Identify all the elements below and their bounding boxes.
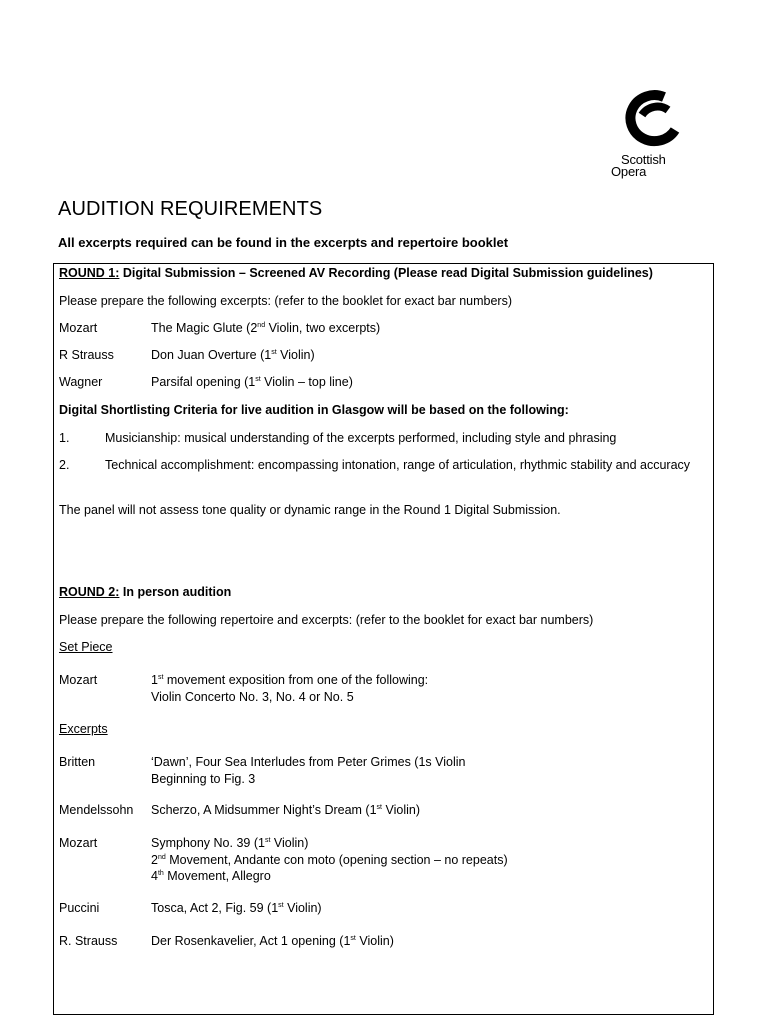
scottish-opera-swirl-icon	[620, 88, 684, 150]
round1-heading	[59, 265, 653, 281]
excerpt-composer: Mendelssohn	[59, 803, 134, 817]
set-piece-work: 1st movement exposition from one of the following: Violin Concerto No. 3, No. 4 or No. 5	[151, 673, 429, 704]
set-piece-label: Set Piece	[59, 640, 113, 654]
round1-label: ROUND 1:	[59, 266, 120, 280]
excerpts-label: Excerpts	[59, 722, 108, 736]
excerpt-work: Der Rosenkavelier, Act 1 opening (1st Violin)	[151, 934, 394, 948]
excerpt-work: Symphony No. 39 (1st Violin) 2nd Movement, Andante con moto (opening section – no repeats) 4th Movement, Allegro	[151, 836, 508, 883]
excerpt-work: Scherzo, A Midsummer Night’s Dream (1st Violin)	[151, 803, 420, 817]
excerpt-composer: Britten	[59, 755, 96, 769]
criteria-item: 1. Musicianship: musical understanding of the excerpts performed, including style and phrasing	[59, 431, 617, 445]
excerpt-composer: R. Strauss	[59, 934, 118, 948]
excerpt-composer: Mozart	[59, 836, 98, 850]
round2-intro: Please prepare the following repertoire and excerpts: (refer to the booklet for exact bar numbers)	[59, 613, 594, 627]
round1-piece-work: The Magic Glute (2nd Violin, two excerpts)	[151, 321, 381, 335]
excerpt-work: Tosca, Act 2, Fig. 59 (1st Violin)	[151, 901, 322, 915]
requirements-box	[53, 263, 714, 1015]
round1-piece-composer: Wagner	[59, 375, 103, 389]
criteria-item: 2. Technical accomplishment: encompassing intonation, range of articulation, rhythmic stability and accuracy	[59, 458, 691, 472]
scottish-opera-logo	[606, 88, 686, 183]
excerpt-composer: Puccini	[59, 901, 100, 915]
excerpt-work: ‘Dawn’, Four Sea Interludes from Peter Grimes (1s Violin Beginning to Fig. 3	[151, 755, 466, 786]
round2-heading	[59, 584, 231, 600]
logo-text-scottish: Scottish	[621, 152, 666, 167]
logo-text-opera: Opera	[611, 164, 647, 179]
set-piece-composer: Mozart	[59, 673, 98, 687]
round1-heading-text: Digital Submission – Screened AV Recording (Please read Digital Submission guidelines)	[122, 266, 653, 280]
round2-heading-text: In person audition	[122, 585, 232, 599]
round1-piece-composer: Mozart	[59, 321, 98, 335]
round1-piece-composer: R Strauss	[59, 348, 114, 362]
round1-piece-work: Don Juan Overture (1st Violin)	[151, 348, 315, 362]
round1-intro: Please prepare the following excerpts: (refer to the booklet for exact bar numbers)	[59, 294, 513, 308]
round1-note: The panel will not assess tone quality or dynamic range in the Round 1 Digital Submission.	[59, 503, 561, 517]
criteria-heading: Digital Shortlisting Criteria for live audition in Glasgow will be based on the following:	[59, 403, 569, 417]
round1-piece-work: Parsifal opening (1st Violin – top line)	[151, 375, 353, 389]
round2-label: ROUND 2:	[59, 585, 120, 599]
page-title: AUDITION REQUIREMENTS	[58, 198, 323, 220]
page-subtitle: All excerpts required can be found in the excerpts and repertoire booklet	[58, 235, 509, 250]
